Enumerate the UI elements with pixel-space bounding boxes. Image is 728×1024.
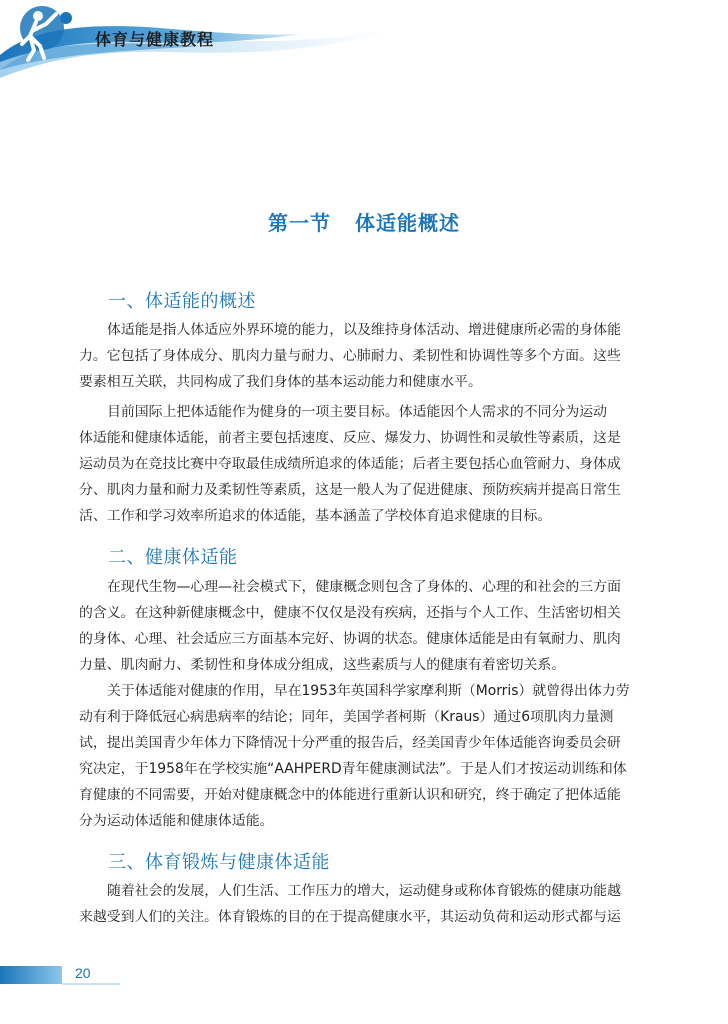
text-line: 试，提出美国青少年体力下降情况十分严重的报告后，经美国青少年体适能咨询委员会研 [79, 735, 621, 751]
text-line: 体适能和健康体适能，前者主要包括速度、反应、爆发力、协调性和灵敏性等素质，这是 [79, 430, 621, 446]
section-heading: 二、健康体适能 [108, 547, 238, 568]
section-heading: 三、体育锻炼与健康体适能 [108, 852, 330, 873]
section-heading: 一、体适能的概述 [108, 291, 256, 312]
book-title: 体育与健康教程 [95, 30, 215, 49]
text-line: 力。它包括了身体成分、肌肉力量与耐力、心肺耐力、柔韧性和协调性等多个方面。这些 [79, 348, 621, 364]
text-line: 运动员为在竞技比赛中夺取最佳成绩所追求的体适能；后者主要包括心血管耐力、身体成 [79, 456, 621, 472]
body-paragraph [79, 878, 645, 930]
page-number: 20 [75, 965, 91, 981]
body-paragraph [79, 574, 645, 678]
text-line: 究决定，于1958年在学校实施“AAHPERD青年健康测试法”。于是人们才按运动训练和体 [79, 761, 627, 777]
text-line: 活、工作和学习效率所追求的体适能，基本涵盖了学校体育追求健康的目标。 [79, 508, 552, 524]
chapter-section-label: 第一节 [268, 211, 331, 235]
text-line: 在现代生物—心理—社会模式下，健康概念则包含了身体的、心理的和社会的三方面 [107, 579, 621, 595]
text-line: 分、肌肉力量和耐力及柔韧性等素质，这是一般人为了促进健康、预防疾病并提高日常生 [79, 482, 621, 498]
text-line: 体适能是指人体适应外界环境的能力，以及维持身体活动、增进健康所必需的身体能 [107, 322, 621, 338]
page-footer [0, 962, 728, 1002]
text-line: 力量、肌肉耐力、柔韧性和身体成分组成，这些素质与人的健康有着密切关系。 [79, 657, 566, 673]
body-paragraph [79, 399, 645, 529]
text-line: 要素相互关联，共同构成了我们身体的基本运动能力和健康水平。 [79, 374, 482, 390]
text-line: 来越受到人们的关注。体育锻炼的目的在于提高健康水平，其运动负荷和运动形式都与运 [79, 909, 621, 925]
text-line: 的身体、心理、社会适应三方面基本完好、协调的状态。健康体适能是由有氧耐力、肌肉 [79, 631, 621, 647]
page-header [0, 0, 728, 80]
footer-bar-graphic [0, 962, 728, 1002]
text-line: 育健康的不同需要，开始对健康概念中的体能进行重新认识和研究，终于确定了把体适能 [79, 787, 621, 803]
text-line: 关于体适能对健康的作用，早在1953年英国科学家摩利斯（Morris）就曾得出体力劳 [107, 683, 630, 699]
chapter-title [0, 207, 728, 236]
body-paragraph [79, 678, 645, 834]
text-line: 随着社会的发展，人们生活、工作压力的增大，运动健身或称体育锻炼的健康功能越 [107, 883, 621, 899]
text-line: 的含义。在这种新健康概念中，健康不仅仅是没有疾病，还指与个人工作、生活密切相关 [79, 605, 621, 621]
text-line: 目前国际上把体适能作为健身的一项主要目标。体适能因个人需求的不同分为运动 [107, 404, 608, 420]
text-line: 动有利于降低冠心病患病率的结论；同年，美国学者柯斯（Kraus）通过6项肌肉力量测 [79, 709, 614, 725]
body-paragraph [79, 317, 645, 395]
chapter-title-text: 体适能概述 [355, 211, 460, 235]
text-line: 分为运动体适能和健康体适能。 [79, 813, 274, 829]
